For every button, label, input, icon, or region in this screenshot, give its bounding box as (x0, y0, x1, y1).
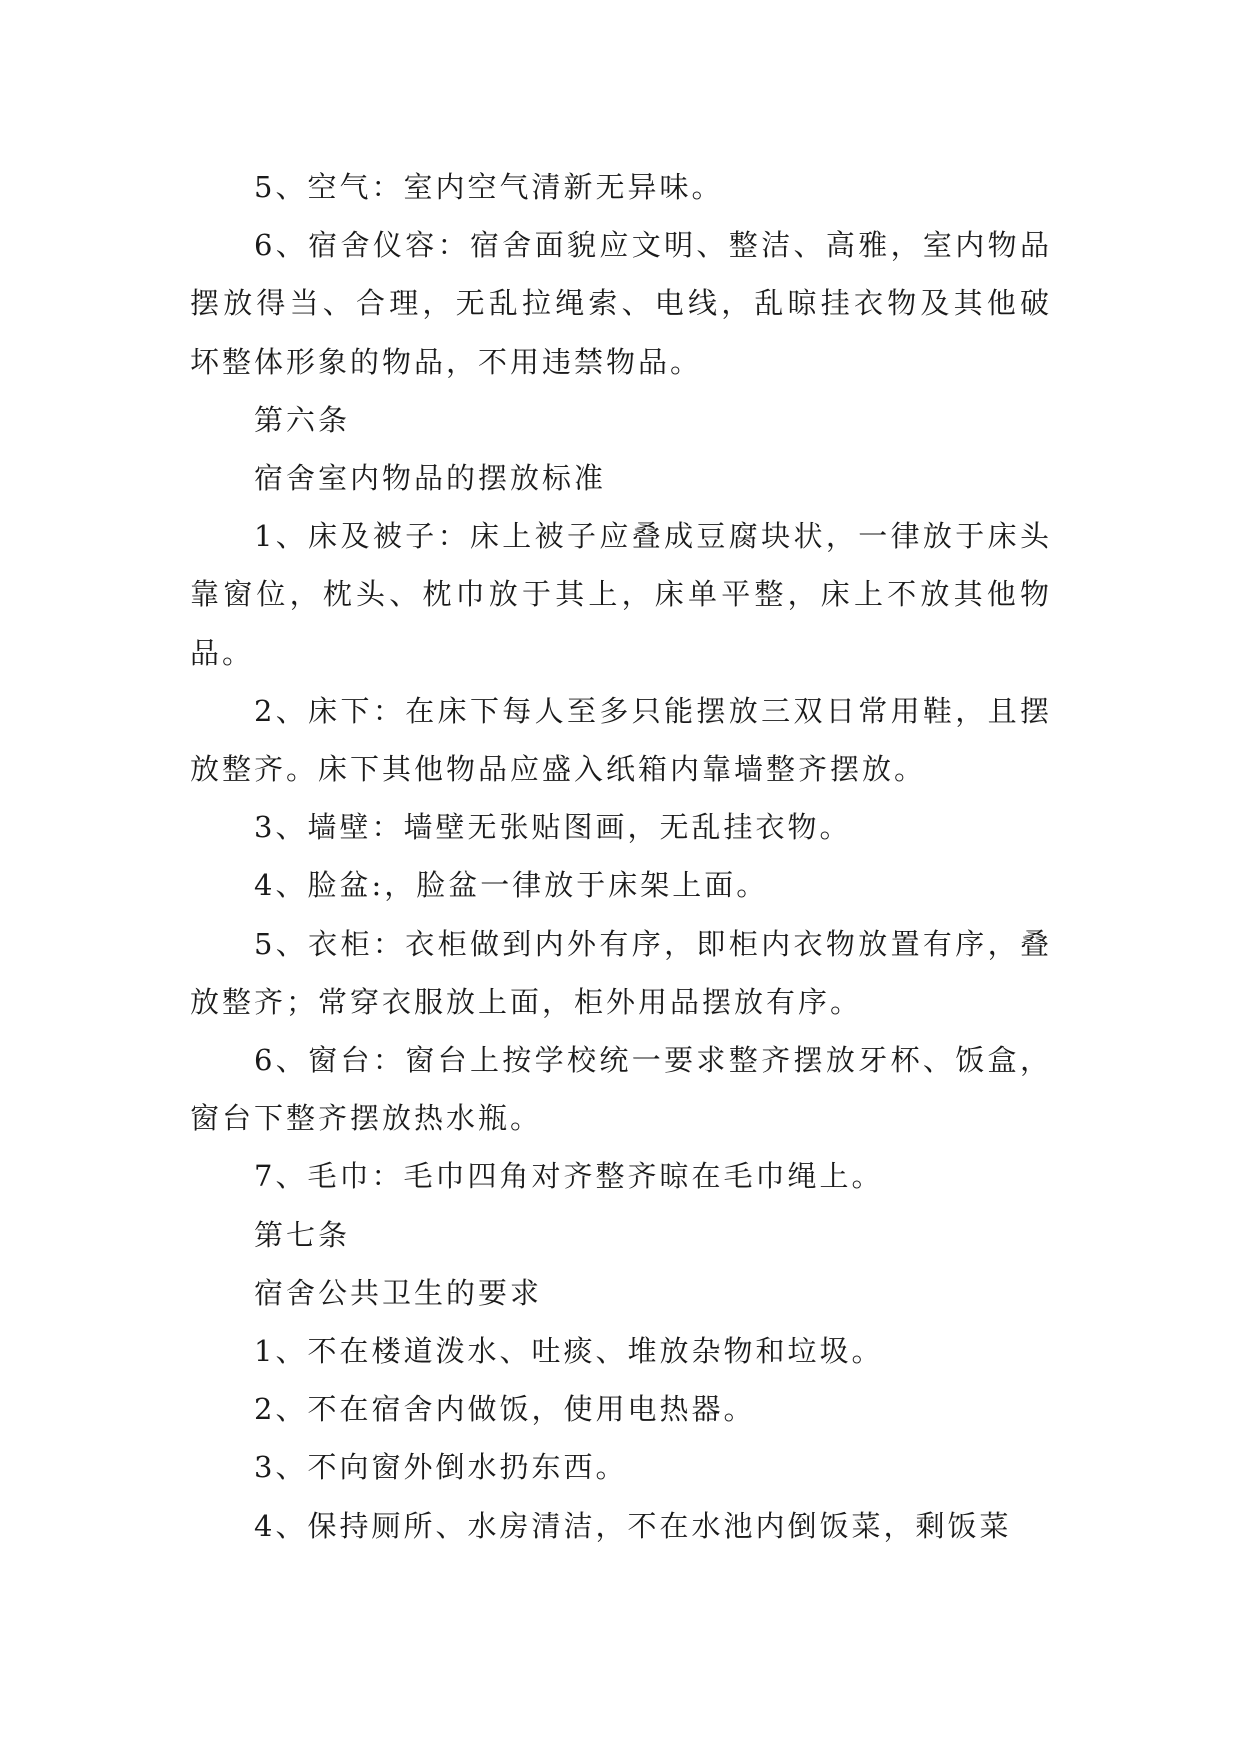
article-title-6: 宿舍室内物品的摆放标准 (254, 461, 607, 496)
paragraph-corridor: 1、不在楼道泼水、吐痰、堆放杂物和垃圾。 (254, 1334, 884, 1369)
paragraph-bed-quilt: 1、床及被子：床上被子应叠成豆腐块状，一律放于床头靠窗位，枕头、枕巾放于其上，床单平整，床上不放其他物品。 (190, 519, 1052, 670)
document-body (190, 158, 1052, 1555)
paragraph-no-throwing: 3、不向窗外倒水扔东西。 (254, 1450, 628, 1485)
paragraph-windowsill: 6、窗台：窗台上按学校统一要求整齐摆放牙杯、饭盒，窗台下整齐摆放热水瓶。 (190, 1043, 1052, 1136)
paragraph-wardrobe: 5、衣柜：衣柜做到内外有序，即柜内衣物放置有序，叠放整齐；常穿衣服放上面，柜外用品摆放有序。 (190, 926, 1052, 1019)
article-title-7: 宿舍公共卫生的要求 (254, 1275, 543, 1310)
paragraph-air: 5、空气：室内空气清新无异味。 (254, 170, 724, 204)
paragraph-no-cooking: 2、不在宿舍内做饭，使用电热器。 (254, 1392, 756, 1427)
paragraph-washbasin: 4、脸盆:，脸盆一律放于床架上面。 (254, 868, 769, 903)
paragraph-toilet-clean: 4、保持厕所、水房清洁，不在水池内倒饭菜，剩饭菜 (254, 1508, 1012, 1543)
paragraph-towel: 7、毛巾：毛巾四角对齐整齐晾在毛巾绳上。 (254, 1159, 884, 1194)
article-heading-6: 第六条 (254, 402, 351, 437)
paragraph-dorm-appearance: 6、宿舍仪容：宿舍面貌应文明、整洁、高雅，室内物品摆放得当、合理，无乱拉绳索、电线，乱晾挂衣物及其他破坏整体形象的物品，不用违禁物品。 (190, 228, 1052, 379)
article-heading-7: 第七条 (254, 1217, 351, 1252)
paragraph-walls: 3、墙壁：墙壁无张贴图画，无乱挂衣物。 (254, 810, 852, 845)
paragraph-under-bed: 2、床下：在床下每人至多只能摆放三双日常用鞋，且摆放整齐。床下其他物品应盛入纸箱内靠墙整齐摆放。 (190, 693, 1052, 787)
